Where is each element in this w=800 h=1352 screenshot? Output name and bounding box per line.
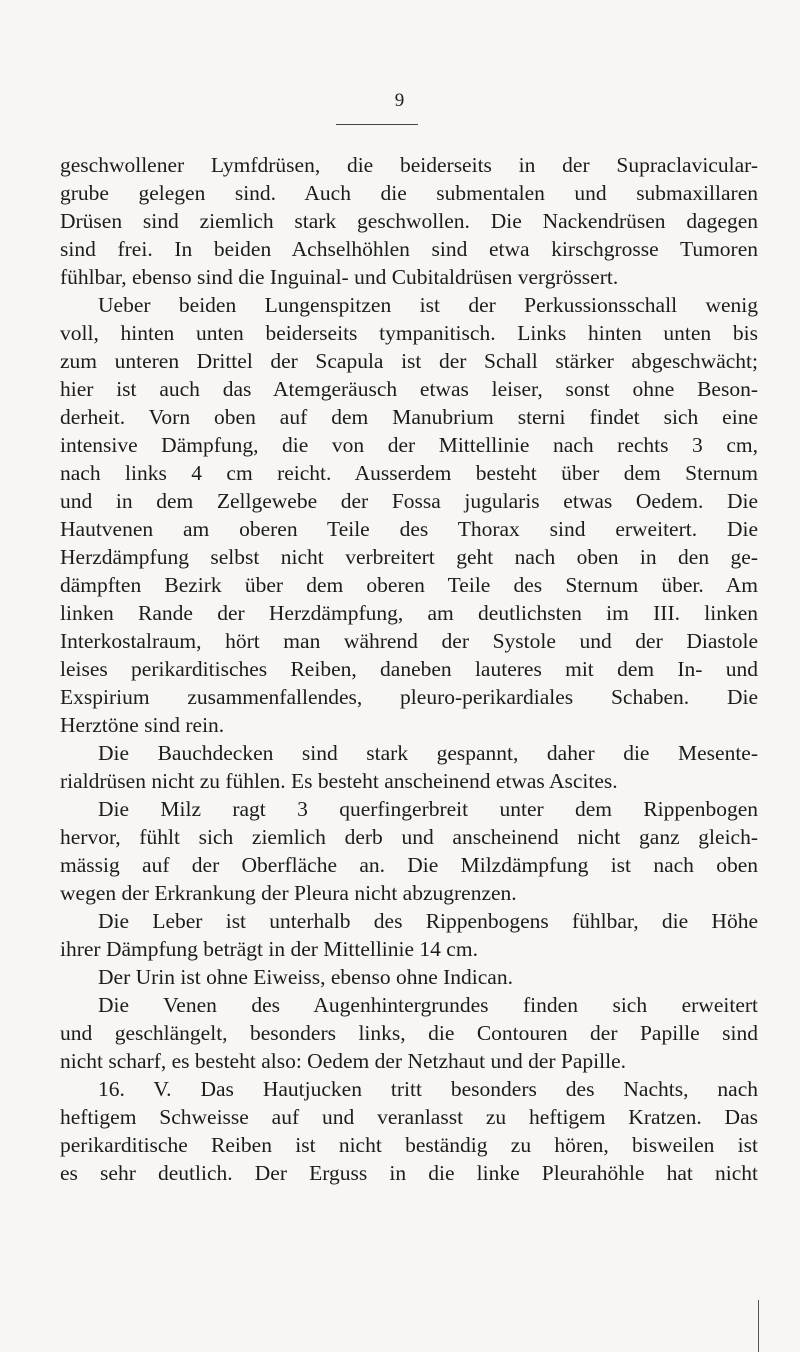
text-line: sind frei. In beiden Achselhöhlen sind etwa kirschgrosse Tumoren [60,237,758,261]
text-line: derheit. Vorn oben auf dem Manubrium sterni findet sich eine [60,405,758,429]
text-line: 16. V. Das Hautjucken tritt besonders des Nachts, nach [98,1077,758,1101]
text-line: Hautvenen am oberen Teile des Thorax sind erweitert. Die [60,517,758,541]
text-line: mässig auf der Oberfläche an. Die Milzdämpfung ist nach oben [60,853,758,877]
text-line: geschwollener Lymfdrüsen, die beiderseits in der Supraclavicular- [60,153,758,177]
text-line: Die Venen des Augenhintergrundes finden sich erweitert [98,993,758,1017]
text-line: Herztöne sind rein. [60,713,225,737]
text-line: nach links 4 cm reicht. Ausserdem besteht über dem Sternum [60,461,758,485]
text-line: hervor, fühlt sich ziemlich derb und anscheinend nicht ganz gleich- [60,825,758,849]
text-line: hier ist auch das Atemgeräusch etwas leiser, sonst ohne Beson- [60,377,758,401]
text-line: Die Bauchdecken sind stark gespannt, daher die Mesente- [98,741,758,765]
text-line: Herzdämpfung selbst nicht verbreitert geht nach oben in den ge- [60,545,758,569]
text-line: Drüsen sind ziemlich stark geschwollen. Die Nackendrüsen dagegen [60,209,758,233]
text-line: Exspirium zusammenfallendes, pleuro-perikardiales Schaben. Die [60,685,758,709]
page-number: 9 [394,90,406,111]
text-line: Die Leber ist unterhalb des Rippenbogens fühlbar, die Höhe [98,909,758,933]
text-line: linken Rande der Herzdämpfung, am deutlichsten im III. linken [60,601,758,625]
text-line: intensive Dämpfung, die von der Mittellinie nach rechts 3 cm, [60,433,758,457]
text-line: leises perikarditisches Reiben, daneben lauteres mit dem In- und [60,657,758,681]
text-line: es sehr deutlich. Der Erguss in die linke Pleurahöhle hat nicht [60,1161,758,1185]
text-line: und geschlängelt, besonders links, die Contouren der Papille sind [60,1021,758,1045]
text-line: voll, hinten unten beiderseits tympanitisch. Links hinten unten bis [60,321,758,345]
text-line: heftigem Schweisse auf und veranlasst zu heftigem Kratzen. Das [60,1105,758,1129]
page-number-rule [336,124,418,125]
text-line: Ueber beiden Lungenspitzen ist der Perkussionsschall wenig [98,293,758,317]
text-line: Der Urin ist ohne Eiweiss, ebenso ohne Indican. [98,965,513,989]
text-line: grube gelegen sind. Auch die submentalen und submaxillaren [60,181,758,205]
text-line: ihrer Dämpfung beträgt in der Mittellinie 14 cm. [60,937,478,961]
text-line: perikarditische Reiben ist nicht beständig zu hören, bisweilen ist [60,1133,758,1157]
text-line: rialdrüsen nicht zu fühlen. Es besteht anscheinend etwas Ascites. [60,769,618,793]
body-text [60,151,758,1187]
text-line: fühlbar, ebenso sind die Inguinal- und Cubitaldrüsen vergrössert. [60,265,619,289]
text-line: und in dem Zellgewebe der Fossa jugularis etwas Oedem. Die [60,489,758,513]
text-line: wegen der Erkrankung der Pleura nicht abzugrenzen. [60,881,517,905]
text-line: Interkostalraum, hört man während der Systole und der Diastole [60,629,758,653]
text-line: zum unteren Drittel der Scapula ist der Schall stärker abgeschwächt; [60,349,758,373]
margin-line [758,1300,759,1352]
text-line: dämpften Bezirk über dem oberen Teile des Sternum über. Am [60,573,758,597]
text-line: nicht scharf, es besteht also: Oedem der Netzhaut und der Papille. [60,1049,626,1073]
text-line: Die Milz ragt 3 querfingerbreit unter dem Rippenbogen [98,797,758,821]
